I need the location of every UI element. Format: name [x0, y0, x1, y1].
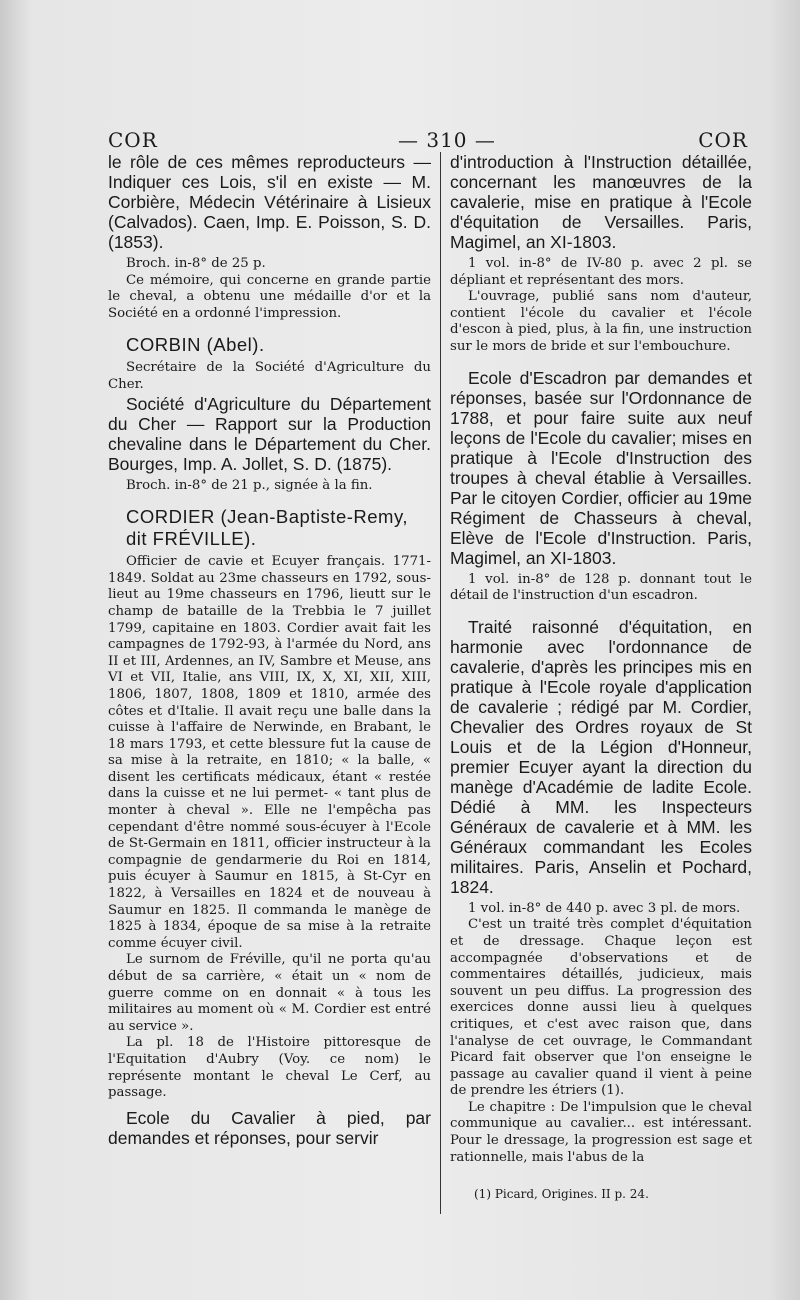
entry-note: Le chapitre : De l'impulsion que le cheval communique au cavalier... est intéressant. Pour le dressage, la progression est sage et rationnelle, mais l'abus de la [450, 1099, 752, 1165]
right-column [450, 152, 752, 1202]
entry-meta: Broch. in-8° de 25 p. [126, 256, 266, 271]
entry-meta: Broch. in-8° de 21 p., signée à la fin. [126, 477, 373, 493]
entry-meta: 1 vol. in-8° de IV-80 p. avec 2 pl. se dépliant et représentant des mors. [450, 256, 752, 288]
author-note: La pl. 18 de l'Histoire pittoresque de l'Equitation d'Aubry (Voy. ce nom) le représente montant le cheval Le Cerf, au passage. [108, 1035, 431, 1101]
footnote: (1) Picard, Origines. II p. 24. [474, 1187, 649, 1202]
entry-title: Traité raisonné d'équitation, en harmonie avec l'ordonnance de cavalerie, d'après les principes mis en pratique à l'Ecole royale d'application de cavalerie ; rédigé par M. Cordier, Chevalier des Ordres royaux de St Louis et de la Légion d'Honneur, premier Ecuyer ayant la direction du manège d'Académie de ladite Ecole. Dédié à MM. les Inspecteurs Généraux de cavalerie et à MM. les Généraux commandant les Ecoles militaires. Paris, Anselin et Pochard, 1824. [450, 616, 752, 897]
entry-title: le rôle de ces mêmes reproducteurs — Indiquer ces Lois, s'il en existe — M. Corbière, Médecin Vétérinaire à Lisieux (Calvados). Caen, Imp. E. Poisson, S. D. (1853). [108, 152, 431, 252]
entry-note: L'ouvrage, publié sans nom d'auteur, contient l'école du cavalier et l'école d'escon à pied, plus, à la fin, une instruction sur le mors de bride et sur l'embouchure. [450, 289, 752, 354]
author-description: Secrétaire de la Société d'Agriculture du Cher. [108, 360, 431, 392]
column-divider [440, 152, 441, 1214]
entry-note: C'est un traité très complet d'équitation et de dressage. Chaque leçon est accompagnée d'observations et de commentaires détaillés, judicieux, mais souvent un peu diffus. La progression des exercices donne aussi lieu à quelques critiques, et c'est avec raison que, dans l'analyse de cet ouvrage, le Commandant Picard fait observer que l'on enseigne le passage au cavalier quand il vient à peine de prendre les étriers (1). [450, 917, 752, 1099]
author-heading: CORBIN (Abel). [126, 334, 265, 356]
header-left: COR [108, 128, 158, 152]
entry-title: Ecole d'Escadron par demandes et réponses, basée sur l'Ordonnance de 1788, et pour faire suite aux neuf leçons de l'Ecole du cavalier; mises en pratique à l'Ecole d'Instruction des troupes à cheval établie à Versailles. Par le citoyen Cordier, officier au 19me Régiment de Chasseurs à cheval, Elève de l'Ecole d'Instruction. Paris, Magimel, an XI-1803. [450, 367, 752, 568]
author-heading: CORDIER (Jean-Baptiste-Remy, dit FRÉVILLE). [126, 506, 408, 550]
entry-meta: 1 vol. in-8° de 128 p. donnant tout le détail de l'instruction d'un escadron. [450, 571, 752, 604]
page-number: — 310 — [398, 128, 496, 152]
author-biography: Officier de cavie et Ecuyer français. 1771-1849. Soldat au 23me chasseurs en 1792, sous-lieut au 19me chasseurs en 1796, lieutt sur le champ de bataille de la Trebbia le 7 juillet 1799, capitaine en 1803. Cordier avait fait les campagnes de 1792-93, à l'armée du Nord, ans II et III, Ardennes, an IV, Sambre et Meuse, ans VI et VII, Italie, ans VIII, IX, X, XI, XII, XIII, 1806, 1807, 1808, 1809 et 1810, armée des côtes et d'Italie. Il avait reçu une balle dans la cuisse à l'affaire de Nerwinde, en Brabant, le 18 mars 1793, et cette blessure fut la cause de sa mise à la retraite, en 1810; « la balle, « disent les certificats médicaux, étant « restée dans la cuisse et ne lui permet- « tant plus de monter à cheval ». Elle ne l'empêcha pas cependant d'être nommé sous-écuyer à l'Ecole de St-Germain en 1811, officier instructeur à la compagnie de gendarmerie du Roi en 1814, puis écuyer à Saumur en 1815, à St-Cyr en 1822, à Versailles en 1824 et de nouveau à Saumur en 1825. Il commanda le manège de 1825 à 1834, époque de sa mise à la retraite comme écuyer civil. [108, 554, 431, 951]
entry-title: Société d'Agriculture du Département du Cher — Rapport sur la Production chevaline dans le Département du Cher. Bourges, Imp. A. Jollet, S. D. (1875). [108, 393, 431, 474]
entry-title: Ecole du Cavalier à pied, par demandes et réponses, pour servir [108, 1107, 431, 1148]
author-note: Le surnom de Fréville, qu'il ne porta qu'au début de sa carrière, « était un « nom de guerre comme on en donnait « à tous les militaires au moment où « M. Cordier est entré au service ». [108, 952, 431, 1034]
entry-note: Ce mémoire, qui concerne en grande partie le cheval, a obtenu une médaille d'or et la Société en a ordonné l'impression. [108, 272, 431, 321]
header-right: COR [698, 128, 748, 152]
entry-title-continued: d'introduction à l'Instruction détaillée, concernant les manœuvres de la cavalerie, mise en pratique à l'Ecole d'équitation de Versailles. Paris, Magimel, an XI-1803. [450, 152, 752, 252]
left-column [108, 152, 431, 1152]
entry-meta: 1 vol. in-8° de 440 p. avec 3 pl. de mors. [468, 900, 741, 916]
